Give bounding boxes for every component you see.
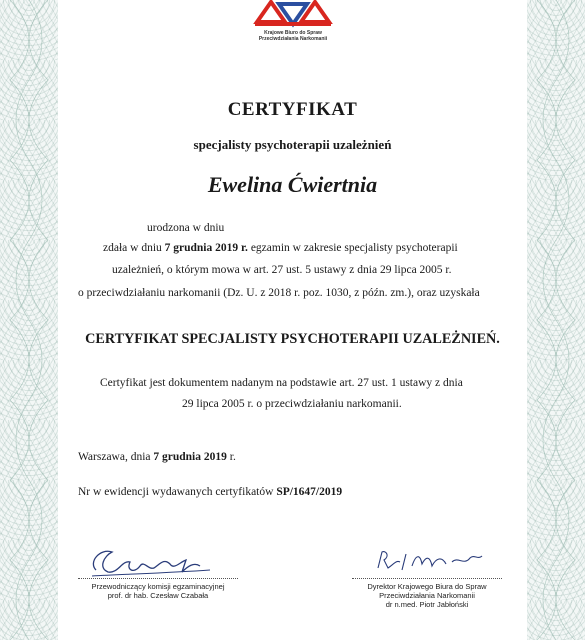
- director-role-2: Przeciwdziałania Narkomanii: [379, 591, 475, 600]
- basis-line-2: 29 lipca 2005 r. o przeciwdziałaniu narkomanii.: [182, 398, 402, 410]
- signature-line-right: [352, 578, 502, 579]
- certificate-title: CERTYFIKAT: [227, 99, 358, 120]
- holder-name: Ewelina Ćwiertnia: [207, 172, 378, 197]
- signature-caption-left: [78, 582, 238, 600]
- agency-logo: [251, 0, 335, 52]
- place-prefix: Warszawa, dnia: [78, 451, 154, 463]
- director-role-1: Dyrektor Krajowego Biura do Spraw: [367, 582, 487, 591]
- chairman-name: prof. dr hab. Czesław Czabała: [107, 591, 209, 600]
- exam-date: 7 grudnia 2019 r.: [164, 242, 248, 254]
- logo-line-1: Krajowe Biuro do Spraw: [264, 30, 322, 36]
- place-date-line: [78, 451, 236, 463]
- law-line-1: uzależnień, o którym mowa w art. 27 ust. 5 ustawy z dnia 29 lipca 2005 r.: [112, 264, 452, 276]
- place-suffix: r.: [226, 451, 236, 463]
- logo-line-2: Przeciwdziałania Narkomanii: [258, 36, 328, 42]
- director-name: dr n.med. Piotr Jabłoński: [385, 600, 469, 609]
- exam-line: [103, 242, 458, 254]
- signature-caption-right: [352, 582, 502, 609]
- exam-prefix: zdała w dniu: [103, 242, 165, 254]
- signature-line-left: [78, 578, 238, 579]
- certificate-subtitle: specjalisty psychoterapii uzależnień: [193, 137, 392, 152]
- signature-right-icon: [372, 546, 492, 576]
- registry-line: [78, 486, 342, 498]
- chairman-role: Przewodniczący komisji egzaminacyjnej: [91, 582, 225, 591]
- law-line-2: o przeciwdziałaniu narkomanii (Dz. U. z 2018 r. poz. 1030, z późn. zm.), oraz uzyskała: [78, 287, 480, 299]
- certificate-heading: CERTYFIKAT SPECJALISTY PSYCHOTERAPII UZALEŻNIEŃ.: [85, 331, 500, 347]
- decorative-border-right: [527, 0, 585, 640]
- logo-emblem-icon: [251, 0, 335, 30]
- born-line: urodzona w dniu: [147, 222, 225, 234]
- decorative-border-left: [0, 0, 58, 640]
- registry-prefix: Nr w ewidencji wydawanych certyfikatów: [78, 486, 277, 498]
- exam-suffix: egzamin w zakresie specjalisty psychoterapii: [247, 242, 458, 254]
- basis-line-1: Certyfikat jest dokumentem nadanym na podstawie art. 27 ust. 1 ustawy z dnia: [100, 377, 463, 389]
- place-date: 7 grudnia 2019: [153, 451, 227, 463]
- logo-caption: [251, 30, 335, 42]
- registry-number: SP/1647/2019: [276, 486, 343, 498]
